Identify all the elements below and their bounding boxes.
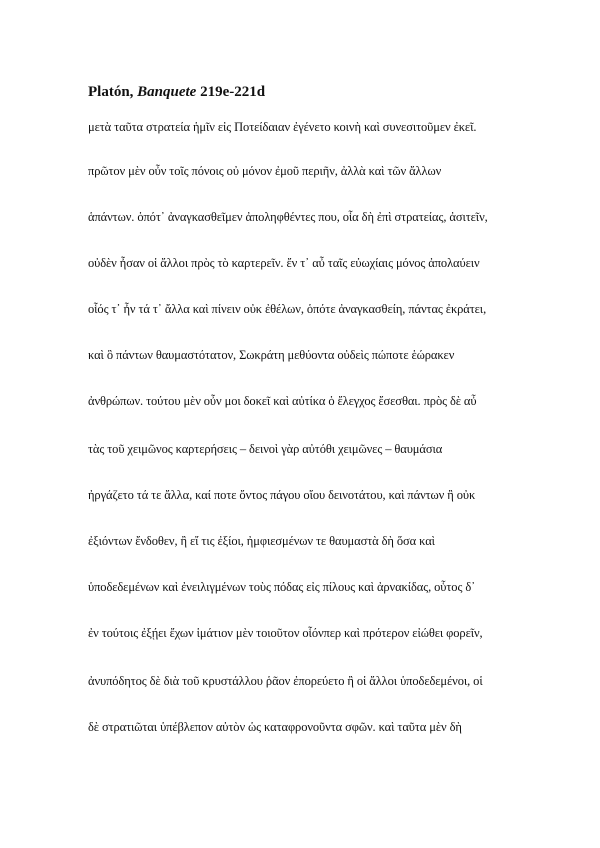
heading-author: Platón, bbox=[88, 84, 134, 100]
greek-text-line-4: οὐδὲν ἦσαν οἱ ἄλλοι πρὸς τὸ καρτερεῖν. ἔν τ᾽ αὖ ταῖς εὐωχίαις μόνος ἀπολαύειν bbox=[88, 256, 480, 270]
greek-text-line-7: ἀνθρώπων. τούτου μὲν οὖν μοι δοκεῖ καὶ αὐτίκα ὁ ἔλεγχος ἔσεσθαι. πρὸς δὲ αὖ bbox=[88, 394, 477, 408]
greek-text-line-13: ἀνυπόδητος δὲ διὰ τοῦ κρυστάλλου ῥᾶον ἐπορεύετο ἢ οἱ ἄλλοι ὑποδεδεμένοι, οἱ bbox=[88, 674, 483, 688]
greek-text-line-9: ἠργάζετο τά τε ἄλλα, καί ποτε ὄντος πάγου οἵου δεινοτάτου, καὶ πάντων ἢ οὐκ bbox=[88, 488, 476, 502]
greek-text-line-2: πρῶτον μὲν οὖν τοῖς πόνοις οὐ μόνον ἐμοῦ περιῆν, ἀλλὰ καὶ τῶν ἄλλων bbox=[88, 164, 442, 178]
greek-text-line-11: ὑποδεδεμένων καὶ ἐνειλιγμένων τοὺς πόδας εἰς πίλους καὶ ἀρνακίδας, οὗτος δ᾽ bbox=[88, 580, 476, 594]
greek-text-line-12: ἐν τούτοις ἐξῄει ἔχων ἱμάτιον μὲν τοιοῦτον οἷόνπερ καὶ πρότερον εἰώθει φορεῖν, bbox=[88, 626, 483, 640]
heading-passage-range: 219e-221d bbox=[200, 84, 266, 100]
greek-text-line-14: δὲ στρατιῶται ὑπέβλεπον αὐτὸν ὡς καταφρονοῦντα σφῶν. καὶ ταῦτα μὲν δὴ bbox=[88, 720, 462, 734]
greek-text-line-1: μετὰ ταῦτα στρατεία ἡμῖν εἰς Ποτείδαιαν ἐγένετο κοινὴ καὶ συνεσιτοῦμεν ἐκεῖ. bbox=[88, 120, 477, 134]
greek-text-line-8: τὰς τοῦ χειμῶνος καρτερήσεις – δεινοὶ γὰρ αὐτόθι χειμῶνες – θαυμάσια bbox=[88, 442, 443, 456]
greek-text-line-5: οἷός τ᾽ ἦν τά τ᾽ ἄλλα καὶ πίνειν οὐκ ἐθέλων, ὁπότε ἀναγκασθείη, πάντας ἐκράτει, bbox=[88, 302, 487, 316]
greek-text-line-3: ἁπάντων. ὁπότ᾽ ἀναγκασθεῖμεν ἀποληφθέντες που, οἷα δὴ ἐπὶ στρατείας, ἀσιτεῖν, bbox=[88, 210, 488, 224]
greek-text-line-6: καὶ ὃ πάντων θαυμαστότατον, Σωκράτη μεθύοντα οὐδεὶς πώποτε ἑώρακεν bbox=[88, 348, 455, 362]
greek-text-line-10: ἐξιόντων ἔνδοθεν, ἢ εἴ τις ἐξίοι, ἠμφιεσμένων τε θαυμαστὰ δὴ ὅσα καὶ bbox=[88, 534, 435, 548]
heading-work-title: Banquete bbox=[137, 84, 197, 100]
document-heading bbox=[88, 84, 265, 101]
